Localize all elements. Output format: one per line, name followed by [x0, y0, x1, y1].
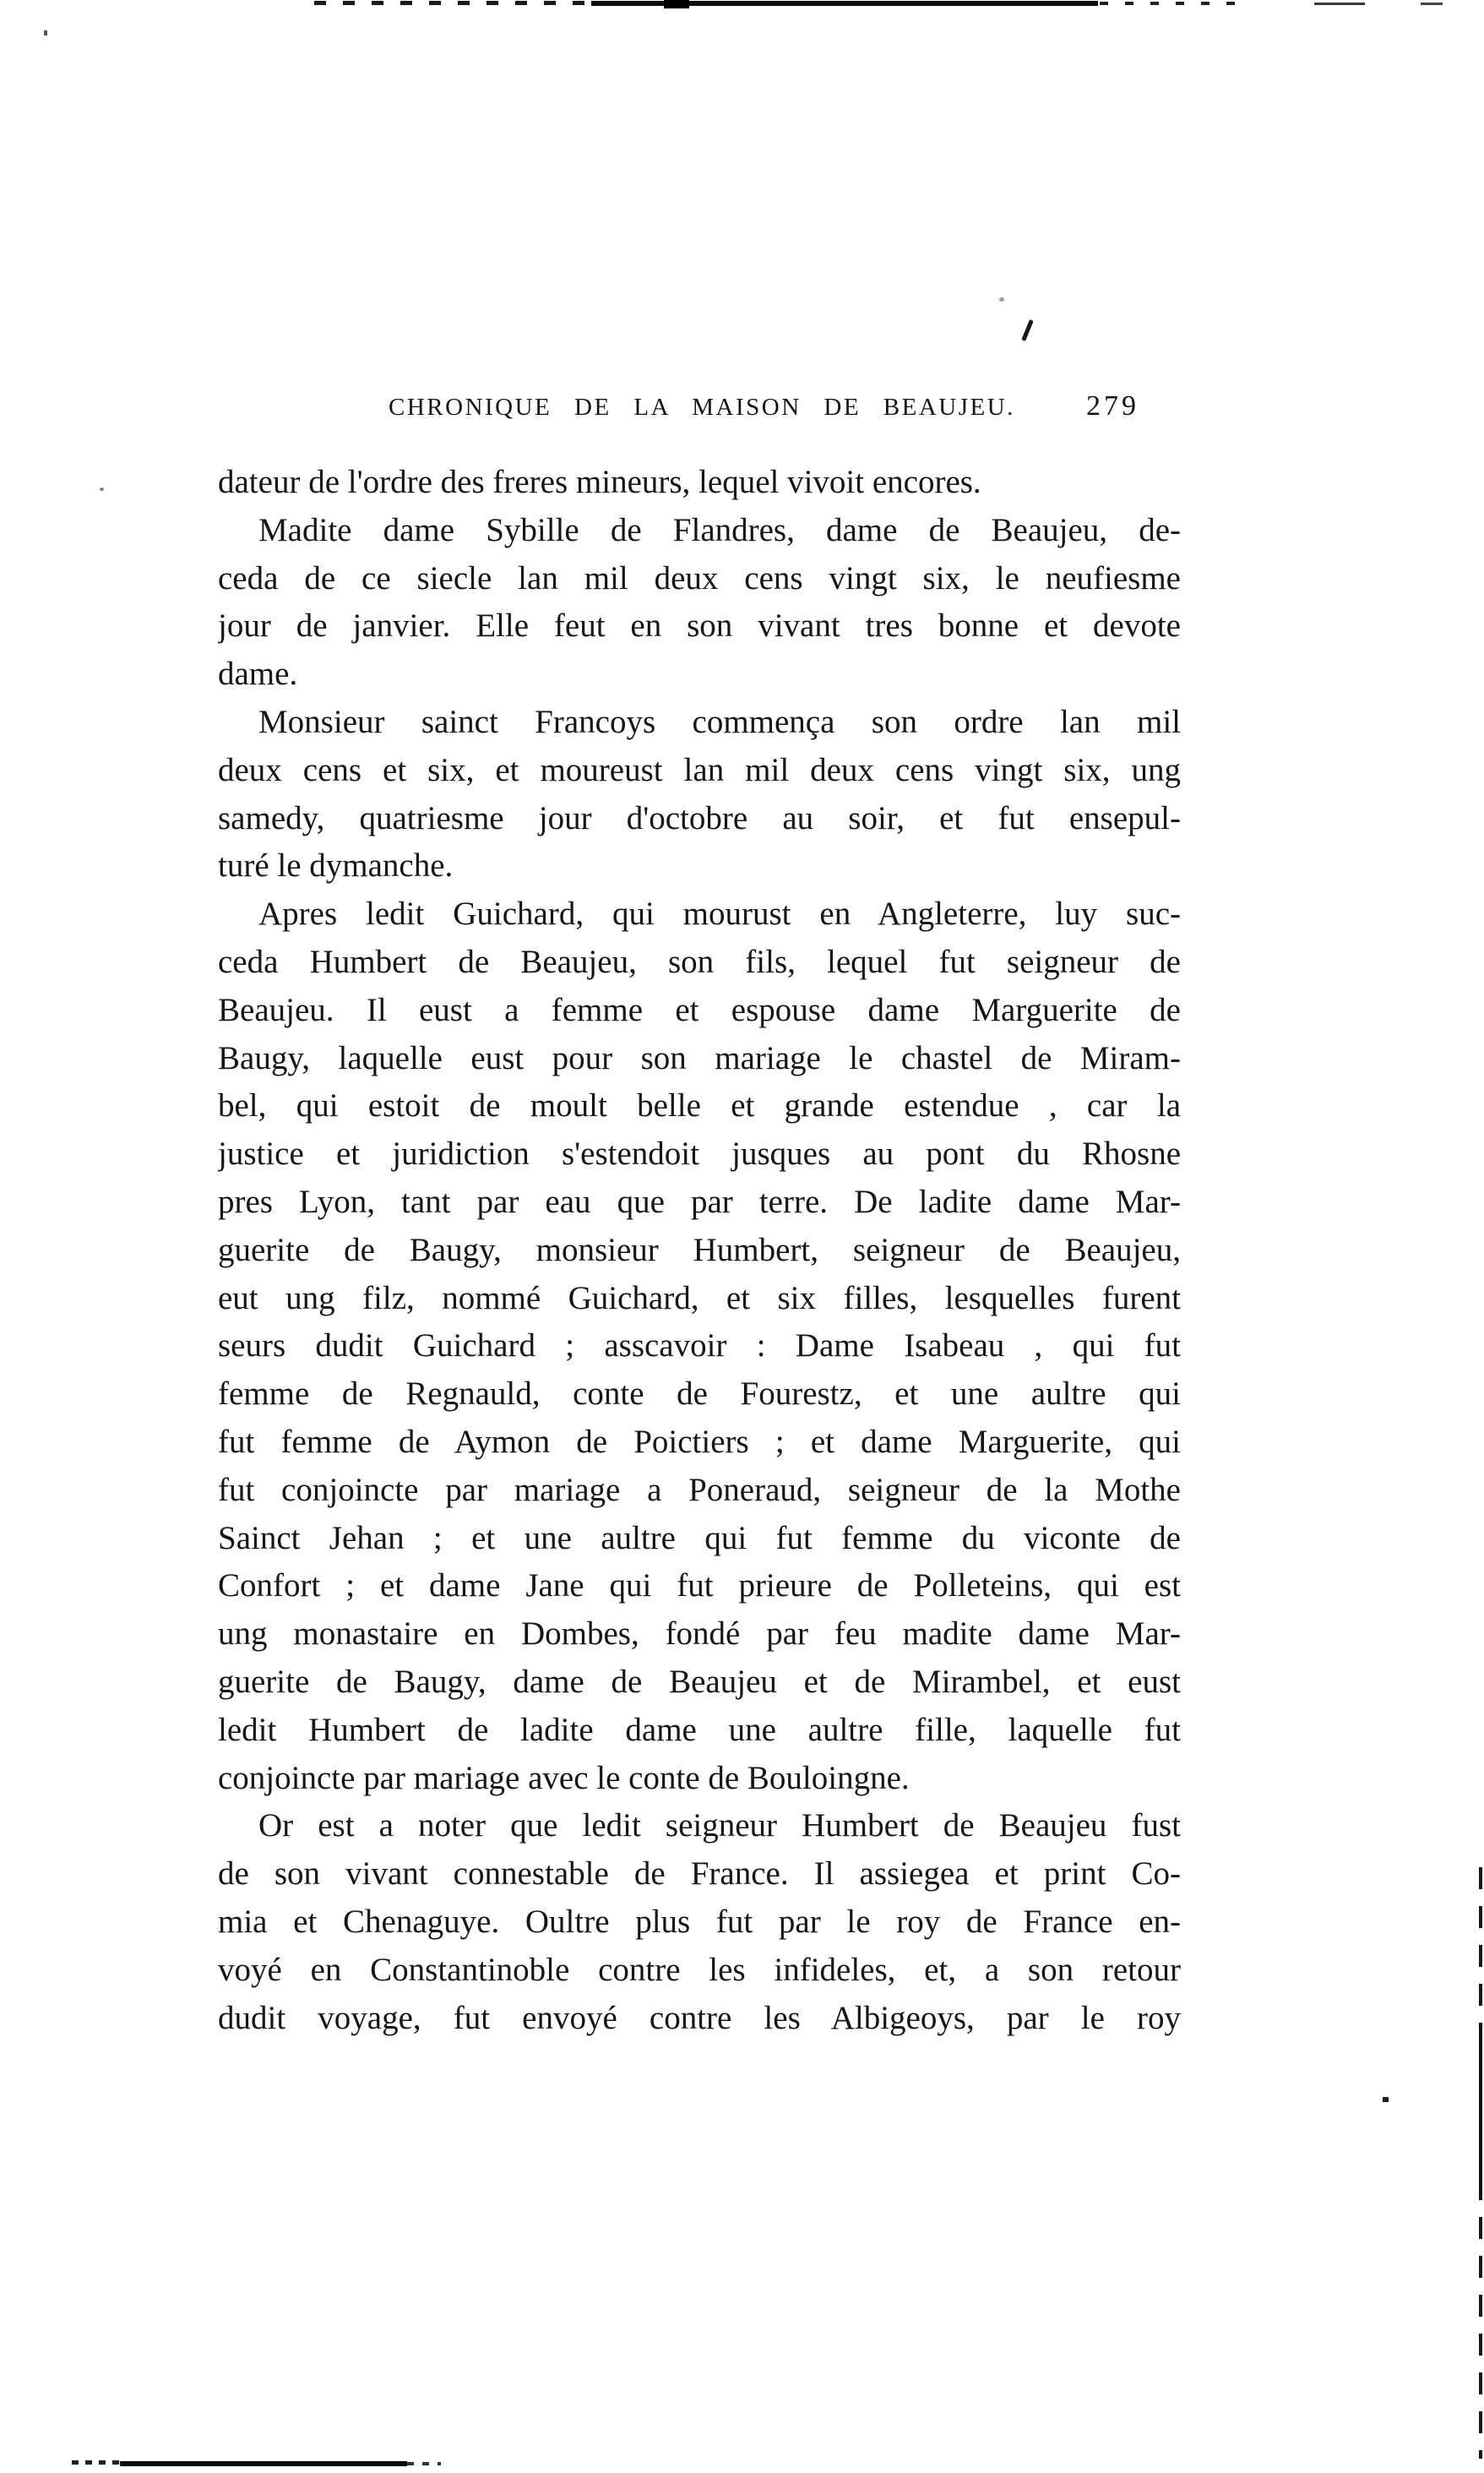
text-line: Monsieur sainct Francoys commença son ordre lan mil: [258, 703, 1181, 740]
text-line: seurs dudit Guichard ; asscavoir : Dame Isabeau , qui fut: [218, 1327, 1181, 1365]
scan-noise-top-edge: [1421, 3, 1443, 5]
text-line: conjoincte par mariage avec le conte de Bouloingne.: [218, 1759, 910, 1796]
text-line: femme de Regnauld, conte de Fourestz, et une aultre qui: [218, 1375, 1181, 1413]
text-line: jour de janvier. Elle feut en son vivant tres bonne et devote: [218, 607, 1181, 645]
text-line: ledit Humbert de ladite dame une aultre fille, laquelle fut: [218, 1711, 1181, 1748]
text-line: Apres ledit Guichard, qui mourust en Angleterre, luy suc-: [258, 896, 1181, 933]
running-title: CHRONIQUE DE LA MAISON DE BEAUJEU.: [389, 394, 1015, 421]
text-line: Sainct Jehan ; et une aultre qui fut femme du viconte de: [218, 1519, 1181, 1556]
text-line: Madite dame Sybille de Flandres, dame de Beaujeu, de-: [258, 511, 1181, 548]
text-line: de son vivant connestable de France. Il assiegea et print Co-: [218, 1855, 1181, 1893]
scan-noise-top-edge: [1314, 3, 1365, 5]
page-header: [218, 390, 1181, 431]
scan-noise-bottom-edge: [407, 2462, 441, 2465]
scan-noise-bottom-edge: [120, 2461, 407, 2466]
text-line: turé le dymanche.: [218, 847, 454, 885]
text-line: fut conjoincte par mariage a Poneraud, seigneur de la Mothe: [218, 1471, 1181, 1508]
text-line: fut femme de Aymon de Poictiers ; et dame Marguerite, qui: [218, 1423, 1181, 1460]
text-line: bel, qui estoit de moult belle et grande estendue , car la: [218, 1087, 1181, 1125]
text-line: pres Lyon, tant par eau que par terre. De ladite dame Mar-: [218, 1183, 1181, 1220]
text-line: voyé en Constantinoble contre les infideles, et, a son retour: [218, 1951, 1181, 1988]
text-line: guerite de Baugy, dame de Beaujeu et de Mirambel, et eust: [218, 1663, 1181, 1700]
page-number: 279: [1086, 390, 1139, 422]
text-line: Baugy, laquelle eust pour son mariage le chastel de Miram-: [218, 1039, 1181, 1076]
scan-speck: [1021, 319, 1033, 341]
text-line: ceda de ce siecle lan mil deux cens vingt six, le neufiesme: [218, 559, 1181, 596]
scan-speck: [1383, 2097, 1389, 2102]
text-line: deux cens et six, et moureust lan mil deux cens vingt six, ung: [218, 751, 1181, 788]
text-line: samedy, quatriesme jour d'octobre au soir, et fut ensepul-: [218, 799, 1181, 836]
scan-speck: [999, 297, 1004, 302]
text-line: Beaujeu. Il eust a femme et espouse dame Marguerite de: [218, 991, 1181, 1028]
scan-noise-right-edge: [1479, 2024, 1482, 2192]
text-line: ceda Humbert de Beaujeu, son fils, lequel fut seigneur de: [218, 943, 1181, 980]
text-line: dateur de l'ordre des freres mineurs, lequel vivoit encores.: [218, 464, 981, 500]
text-line: eut ung filz, nommé Guichard, et six filles, lesquelles furent: [218, 1279, 1181, 1316]
text-line: justice et juridiction s'estendoit jusques au pont du Rhosne: [218, 1136, 1181, 1173]
text-line: Or est a noter que ledit seigneur Humbert de Beaujeu fust: [258, 1807, 1181, 1844]
text-line: guerite de Baugy, monsieur Humbert, seigneur de Beaujeu,: [218, 1231, 1181, 1268]
scan-noise-top-edge: [1100, 2, 1243, 5]
text-line: Confort ; et dame Jane qui fut prieure de Polleteins, qui est: [218, 1567, 1181, 1604]
page-text: [218, 459, 1181, 2042]
scan-speck: [44, 30, 47, 35]
text-line: dudit voyage, fut envoyé contre les Albigeoys, par le roy: [218, 1999, 1181, 2036]
scan-noise-bottom-edge: [72, 2460, 122, 2465]
text-line: mia et Chenaguye. Oultre plus fut par le roy de France en-: [218, 1903, 1181, 1940]
scan-noise-top-edge: [314, 1, 593, 5]
scan-noise-top-edge: [664, 0, 689, 8]
text-line: dame.: [218, 656, 298, 693]
text-line: ung monastaire en Dombes, fondé par feu madite dame Mar-: [218, 1615, 1181, 1653]
scan-speck: [100, 488, 104, 491]
